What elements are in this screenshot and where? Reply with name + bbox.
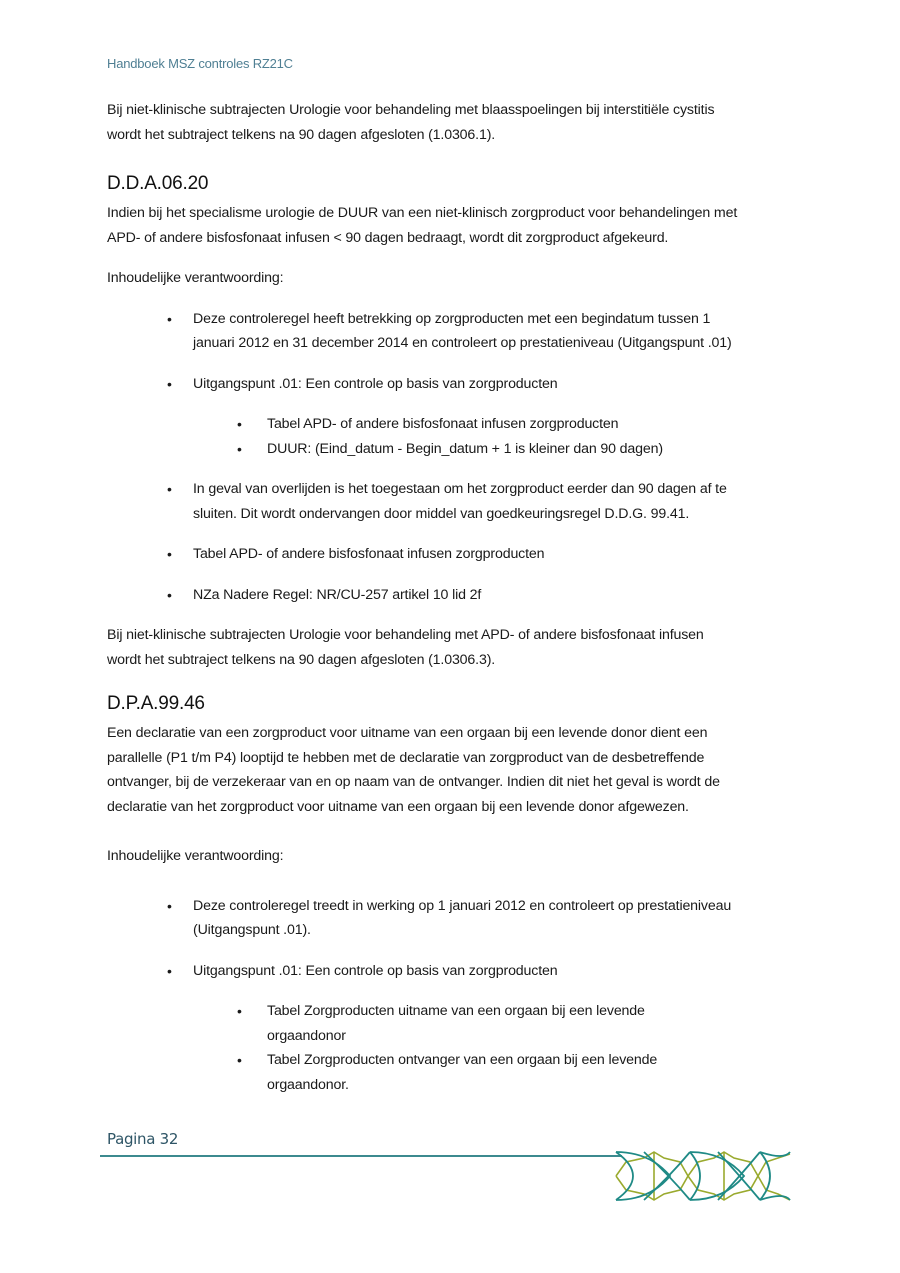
bullet-icon: • (167, 481, 172, 497)
bullet-icon: • (237, 1052, 242, 1068)
intro-line-2: wordt het subtraject telkens na 90 dagen afgesloten (1.0306.1). (107, 126, 496, 143)
bullet-icon: • (237, 440, 242, 457)
sub-list-item: • Tabel APD- of andere bisfosfonaat infusen zorgproducten (107, 412, 697, 437)
justification-label: Inhoudelijke verantwoording: (107, 848, 284, 864)
list-item: • Tabel APD- of andere bisfosfonaat infusen zorgproducten (107, 542, 807, 567)
list-item: • NZa Nadere Regel: NR/CU-257 artikel 10 lid 2f (107, 583, 807, 608)
list-item: • Uitgangspunt .01: Een controle op basis van zorgproducten (107, 372, 807, 397)
section-heading-dpa-99-46: D.P.A.99.46 (107, 693, 205, 714)
bullet-icon: • (167, 962, 172, 979)
justification-label: Inhoudelijke verantwoording: (107, 270, 284, 286)
sub-list-item: • DUUR: (Eind_datum - Begin_datum + 1 is kleiner dan 90 dagen) (107, 437, 697, 462)
justification-list (107, 894, 807, 984)
intro-paragraph (107, 98, 807, 147)
bullet-icon: • (167, 586, 172, 603)
bullet-icon: • (237, 1003, 242, 1019)
section-closing-paragraph: Bij niet-klinische subtrajecten Urologie voor behandeling met APD- of andere bisfosfonaat infusen wordt het subtraject telkens na 90 dagen afgesloten (1.0306.3). (107, 627, 704, 668)
list-item: • Uitgangspunt .01: Een controle op basis van zorgproducten (107, 959, 807, 984)
sub-list (107, 999, 807, 1097)
running-header: Handboek MSZ controles RZ21C (107, 56, 293, 71)
sub-list (107, 412, 807, 461)
justification-list (107, 307, 807, 397)
bullet-icon: • (237, 416, 242, 432)
sub-list-item: • Tabel Zorgproducten uitname van een orgaan bij een levende orgaandonor (107, 999, 697, 1048)
section-description: Indien bij het specialisme urologie de DUUR van een niet-klinisch zorgproduct voor behandelingen met APD- of andere bisfosfonaat infusen < 90 dagen bedraagt, wordt dit zorgproduct afgekeurd. (107, 205, 738, 246)
section-description: Een declaratie van een zorgproduct voor uitname van een orgaan bij een levende donor dient een parallelle (P1 t/m P4) looptijd te hebben met de declaratie van zorgproduct van de desbetreffende ontvanger, bij de verzekeraar van en op naam van de ontvanger. Indien dit niet het geval is wordt de declaratie van het zorgproduct voor uitname van een orgaan bij een levende donor afgewezen. (107, 725, 720, 815)
footer-divider (100, 1155, 622, 1157)
page-content (107, 96, 807, 1097)
bullet-icon: • (167, 310, 172, 327)
bullet-icon: • (167, 375, 172, 392)
justification-list-continued (107, 477, 807, 607)
section-heading-dda-06-20: D.D.A.06.20 (107, 173, 209, 194)
list-item: • In geval van overlijden is het toegestaan om het zorgproduct eerder dan 90 dagen af te sluiten. Dit wordt ondervangen door middel van goedkeuringsregel D.D.G. 99.41. (107, 477, 807, 526)
list-item: • Deze controleregel treedt in werking op 1 januari 2012 en controleert op prestatieniveau (Uitgangspunt .01). (107, 894, 807, 943)
bullet-icon: • (167, 897, 172, 914)
intro-line-1: Bij niet-klinische subtrajecten Urologie voor behandeling met blaasspoelingen bij interstitiële cystitis (107, 102, 715, 118)
bullet-icon: • (167, 546, 172, 562)
sub-list-item: • Tabel Zorgproducten ontvanger van een orgaan bij een levende orgaandonor. (107, 1048, 697, 1097)
page-number-label: Pagina 32 (107, 1130, 179, 1148)
interlaced-arcs-logo-icon (614, 1150, 792, 1202)
list-item: • Deze controleregel heeft betrekking op zorgproducten met een begindatum tussen 1 januari 2012 en 31 december 2014 en controleert op prestatieniveau (Uitgangspunt .01) (107, 307, 807, 356)
